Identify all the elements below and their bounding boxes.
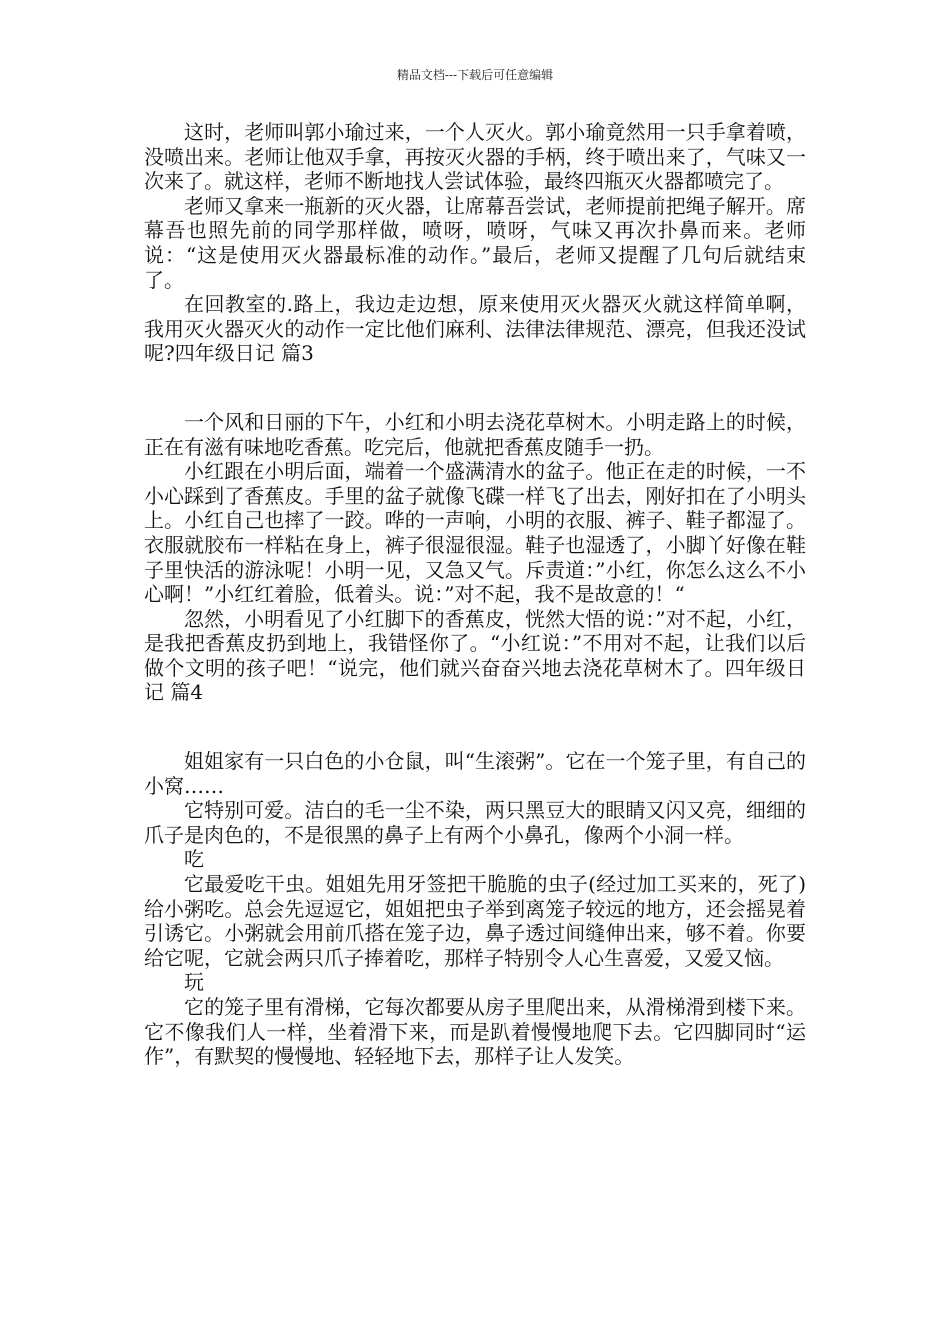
paragraph: 忽然，小明看见了小红脚下的香蕉皮，恍然大悟的说：”对不起，小红，是我把香蕉皮扔到地上，我错怪你了。“小红说：”不用对不起，让我们以后做个文明的孩子吧！“说完，他们就兴奋奋兴地去浇花草树木了。四年级日记 篇4: [144, 606, 806, 705]
document-body: [144, 120, 806, 1069]
paragraph: 它最爱吃干虫。姐姐先用牙签把干脆脆的虫子(经过加工买来的，死了)给小粥吃。总会先逗逗它，姐姐把虫子举到离笼子较远的地方，还会摇晃着引诱它。小粥就会用前爪搭在笼子边，鼻子透过间缝伸出来，够不着。你要给它呢，它就会两只爪子捧着吃，那样子特别令人心生喜爱，又爱又恼。: [144, 872, 806, 970]
section-heading: 吃: [184, 847, 204, 872]
paragraph: 一个风和日丽的下午，小红和小明去浇花草树木。小明走路上的时候，正在有滋有味地吃香蕉。吃完后，他就把香蕉皮随手一扔。: [144, 409, 806, 459]
paragraph: 老师又拿来一瓶新的灭火器，让席幕吾尝试，老师提前把绳子解开。席幕吾也照先前的同学那样做，喷呀，喷呀，气味又再次扑鼻而来。老师说：“这是使用灭火器最标准的动作。”最后，老师又提醒了几句后就结束了。: [144, 193, 806, 292]
paragraph: 它的笼子里有滑梯，它每次都要从房子里爬出来，从滑梯滑到楼下来。它不像我们人一样，坐着滑下来，而是趴着慢慢地爬下去。它四脚同时“运作”，有默契的慢慢地、轻轻地下去，那样子让人发笑。: [144, 995, 806, 1069]
paragraph: 小红跟在小明后面，端着一个盛满清水的盆子。他正在走的时候，一不小心踩到了香蕉皮。手里的盆子就像飞碟一样飞了出去，刚好扣在了小明头上。小红自己也摔了一跤。哗的一声响，小明的衣服、裤子、鞋子都湿了。衣服就胶布一样粘在身上，裤子很湿很湿。鞋子也湿透了，小脚丫好像在鞋子里快活的游泳呢！小明一见，又急又气。斥责道：”小红，你怎么这么不小心啊！”小红红着脸，低着头。说：”对不起，我不是故意的！“: [144, 459, 806, 607]
paragraph: 它特别可爱。洁白的毛一尘不染，两只黑豆大的眼睛又闪又亮，细细的爪子是肉色的，不是很黑的鼻子上有两个小鼻孔，像两个小洞一样。: [144, 798, 806, 847]
section-heading: 玩: [184, 970, 204, 995]
page-header: 精品文档---下载后可任意编辑: [396, 68, 554, 82]
paragraph: 这时，老师叫郭小瑜过来，一个人灭火。郭小瑜竟然用一只手拿着喷，没喷出来。老师让他双手拿，再按灭火器的手柄，终于喷出来了，气味又一次来了。就这样，老师不断地找人尝试体验，最终四瓶灭火器都喷完了。: [144, 120, 806, 194]
paragraph: 在回教室的.路上，我边走边想，原来使用灭火器灭火就这样简单啊，我用灭火器灭火的动作一定比他们麻利、法律法律规范、漂亮，但我还没试呢?四年级日记 篇3: [144, 292, 806, 366]
paragraph: 姐姐家有一只白色的小仓鼠，叫“生滚粥”。它在一个笼子里，有自己的小窝……: [144, 749, 806, 798]
